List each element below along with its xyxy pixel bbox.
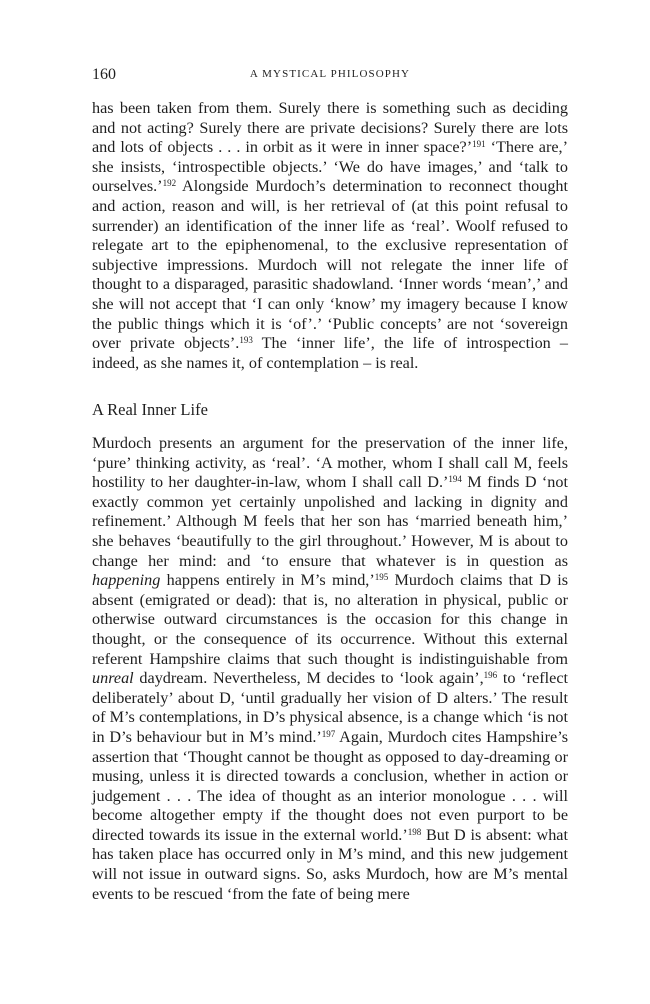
text-span: Again, Murdoch cites Hampshire’s assertion that ‘Thought cannot be thought as opposed to day-dreaming or musing, unless it is directed towards a conclusion, whether in action or judgement . . . The idea of thought as an interior monologue . . . will become altogether empty if the thought does not even purport to be directed towards its issue in the external world.’ <box>92 727 568 844</box>
paragraph-1 <box>92 99 568 373</box>
footnote-ref-192: 192 <box>162 178 177 189</box>
running-head: A MYSTICAL PHILOSOPHY <box>249 68 411 80</box>
footnote-ref-197: 197 <box>321 728 336 739</box>
emphasis-unreal: unreal <box>92 669 134 688</box>
text-span: But D is absent: what has taken place has occurred only in M’s mind, and this new judgement will not issue in outward signs. So, asks Murdoch, how are M’s mental events to be rescued ‘from the fate of being mere <box>92 825 568 903</box>
text-span: Murdoch presents an argument for the preservation of the inner life, ‘pure’ thinking activity, as ‘real’. ‘A mother, whom I shall call M, feels hostility to her daughter-in-law, whom I shall call D.’ <box>92 434 568 492</box>
footnote-ref-194: 194 <box>448 474 462 485</box>
text-span: The ‘inner life’, the life of introspection – indeed, as she names it, of contemplation – is real. <box>92 334 568 372</box>
footnote-ref-191: 191 <box>472 139 486 150</box>
footnote-ref-195: 195 <box>374 572 389 583</box>
text-span: ‘There are,’ she insists, ‘introspectible objects.’ ‘We do have images,’ and ‘talk to ourselves.’ <box>92 138 568 196</box>
text-span: M finds D ‘not exactly common yet certainly unpolished and lacking in dignity and refinement.’ Although M feels that her son has ‘married beneath him,’ she behaves ‘beautifully to the girl throughout.’ However, M is about to change her mind: and ‘to ensure that whatever is in question as <box>92 473 568 570</box>
page-number: 160 <box>92 66 116 83</box>
paragraph-1-text <box>92 99 568 373</box>
text-span: daydream. Nevertheless, M decides to ‘look again’, <box>133 669 484 688</box>
paragraph-2 <box>92 434 568 904</box>
page-header <box>92 66 568 88</box>
text-span: happens entirely in M’s mind,’ <box>160 571 375 590</box>
text-span: has been taken from them. Surely there is something such as deciding and not acting? Surely there are private decisions? Surely there are lots and lots of objects . . . in orbit as it were in inner space?’ <box>92 99 568 157</box>
text-span: to ‘reflect deliberately’ about D, ‘until gradually her vision of D alters.’ The result of M’s contemplations, in D’s physical absence, is a change which ‘is not in D’s behaviour but in M’s mind.’ <box>92 669 568 746</box>
text-span: Alongside Murdoch’s determination to reconnect thought and action, reason and will, is her retrieval of (at this point refusal to surrender) an identification of the inner life as ‘real’. Woolf refused to relegate art to the epiphenomenal, to the exclusive representation of subjective impressions. Murdoch will not relegate the inner life of thought to a disparaged, parasitic shadowland. ‘Inner words ‘mean’,’ and she will not accept that ‘I can only ‘know’ my imagery because I know the public things which it is ‘of’.’ ‘Public concepts’ are not ‘sovereign over private objects’. <box>92 177 568 353</box>
footnote-ref-198: 198 <box>407 826 422 837</box>
paragraph-2-text <box>92 434 568 904</box>
text-span: Murdoch claims that D is absent (emigrated or dead): that is, no alteration in physical, public or otherwise outward circumstances is the occasion for this change in thought, or the consequence of its occurrence. Without this external referent Hampshire claims that such thought is indistinguishable from <box>92 571 568 668</box>
emphasis-happening: happening <box>92 571 161 590</box>
footnote-ref-193: 193 <box>239 335 253 346</box>
footnote-ref-196: 196 <box>483 670 498 681</box>
section-heading: A Real Inner Life <box>92 400 208 419</box>
